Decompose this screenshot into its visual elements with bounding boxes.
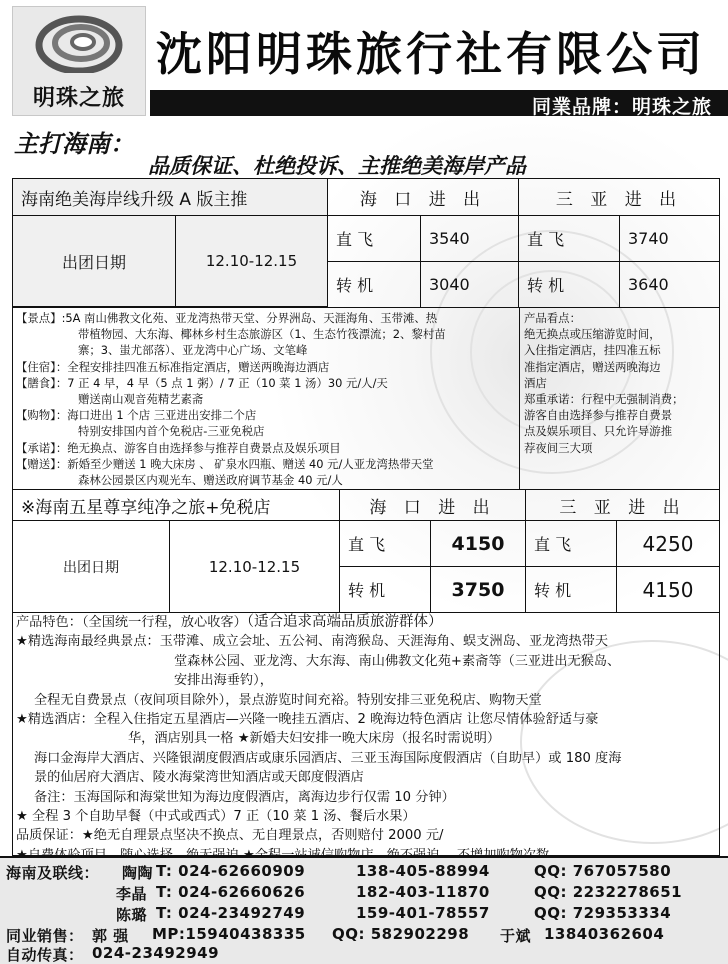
product2-sanya-direct-price: 4250 bbox=[616, 520, 720, 567]
feature-line: 产品看点： bbox=[524, 311, 581, 325]
fax-number: 024-23492949 bbox=[92, 944, 220, 962]
detail-line: 品质保证：★绝无自理景点坚决不换点、无自理景点，否则赔付 2000 元/ bbox=[16, 828, 444, 844]
detail-line: 寨；3、蚩尤部落）、亚龙湾中心广场、文笔峰 bbox=[78, 343, 308, 358]
product1-haikou-direct-label: 直 飞 bbox=[327, 215, 421, 262]
features-highlight: （适合追求高端品质旅游群体） bbox=[246, 614, 443, 630]
company-name: 沈阳明珠旅行社有限公司 bbox=[156, 27, 706, 81]
contact-mobile: 159-401-78557 bbox=[356, 904, 490, 922]
feature-line: 绝无换点或压缩游览时间， bbox=[524, 327, 661, 342]
feature-line: 荐夜间三大项 bbox=[524, 440, 593, 455]
product1-haikou-header: 海 口 进 出 bbox=[327, 178, 519, 216]
sales-qq: QQ: 582902298 bbox=[332, 925, 470, 943]
sales-row bbox=[6, 925, 728, 945]
detail-line: 华，酒店别具一格 ★新婚夫妇安排一晚大床房（报名时需说明） bbox=[128, 731, 501, 747]
contact-qq: QQ: 729353334 bbox=[534, 904, 672, 922]
product1-sanya-direct-price: 3740 bbox=[619, 215, 720, 262]
detail-line: 海口金海岸大酒店、兴隆银湖度假酒店或康乐园酒店、三亚玉海国际度假酒店（自助早）或 180 度海 bbox=[34, 750, 622, 766]
subheadline: 品质保证、杜绝投诉、主推绝美海岸产品 bbox=[148, 154, 526, 178]
detail-line: 【购物】：海口进出 1 个店 三亚进出安排二个店 bbox=[16, 408, 257, 423]
product2-details bbox=[16, 613, 621, 865]
feature-line: 游客自由选择参与推荐自费景 bbox=[524, 408, 673, 423]
contact-mobile: 138-405-88994 bbox=[356, 862, 490, 880]
detail-line: 【景点】:5A 南山佛教文化苑、亚龙湾热带天堂、分界洲岛、天涯海角、玉带滩、热 bbox=[16, 311, 438, 325]
feature-line: 入住指定酒店，挂四准五标 bbox=[524, 343, 661, 358]
product1-sanya-direct-label: 直 飞 bbox=[518, 215, 620, 262]
contact-name: 陈璐 bbox=[116, 906, 148, 924]
product2-date-label: 出团日期 bbox=[12, 520, 170, 613]
contact-tel: T: 024-62660909 bbox=[156, 862, 306, 880]
detail-line: 备注：玉海国际和海棠世知为海边度假酒店，离海边步行仅需 10 分钟） bbox=[34, 789, 455, 805]
product2-sanya-direct-label: 直 飞 bbox=[525, 520, 617, 567]
feature-line: 郑重承诺：行程中无强制消费； bbox=[524, 392, 684, 407]
detail-line: 【膳食】：7 正 4 早，4 早（5 点 1 粥）/ 7 正（10 菜 1 汤）30 元/人/天 bbox=[16, 375, 388, 390]
sales2-name: 于斌 bbox=[500, 927, 532, 945]
logo-text: 明珠之旅 bbox=[32, 85, 125, 111]
sales2-mobile: 13840362604 bbox=[544, 925, 665, 943]
detail-line: 景的仙居府大酒店、陵水海棠湾世知酒店或天郎度假酒店 bbox=[34, 770, 364, 786]
product1-dates: 12.10-12.15 bbox=[175, 215, 328, 307]
feature-line: 酒店 bbox=[524, 375, 547, 390]
product2-haikou-transfer-label: 转 机 bbox=[339, 566, 431, 613]
product2-sanya-transfer-price: 4150 bbox=[616, 566, 720, 613]
product1-date-label: 出团日期 bbox=[12, 215, 176, 307]
logo bbox=[12, 6, 146, 116]
detail-line: 安排出海垂钓）， bbox=[174, 673, 273, 689]
features-lead: 产品特色：（全国统一行程，放心收客） bbox=[16, 615, 247, 630]
sales-name: 郭 强 bbox=[92, 927, 129, 945]
fax-row bbox=[6, 944, 728, 964]
product2-haikou-transfer-price: 3750 bbox=[430, 566, 526, 613]
detail-line: 森林公园景区内观光车、赠送政府调节基金 40 元/人 bbox=[78, 473, 343, 488]
detail-line: 特别安排国内首个免税店-三亚免税店 bbox=[78, 424, 265, 439]
contact-tel: T: 024-23492749 bbox=[156, 904, 306, 922]
product1-haikou-direct-price: 3540 bbox=[420, 215, 519, 262]
detail-line: 赠送南山观音苑精艺素斋 bbox=[78, 392, 204, 407]
detail-line: 堂森林公园、亚龙湾、大东海、南山佛教文化苑+素斋等（三亚进出无猴岛、 bbox=[174, 653, 621, 669]
contact-row bbox=[6, 904, 728, 926]
product1-sanya-transfer-price: 3640 bbox=[619, 261, 720, 308]
product2-dates: 12.10-12.15 bbox=[169, 520, 340, 613]
product1-features bbox=[524, 310, 683, 456]
headline: 主打海南： bbox=[14, 129, 134, 158]
product1-details bbox=[16, 310, 446, 488]
pearl-logo-icon bbox=[35, 13, 123, 73]
detail-line: 带植物园、大东海、椰林乡村生态旅游区（1、生态竹筏漂流；2、黎村苗 bbox=[78, 327, 446, 342]
contact-tel: T: 024-62660626 bbox=[156, 883, 306, 901]
product1-title: 海南绝美海岸线升级 A 版主推 bbox=[12, 178, 328, 216]
contact-qq: QQ: 767057580 bbox=[534, 862, 672, 880]
detail-line: 【住宿】：全程安排挂四准五标准指定酒店，赠送两晚海边酒店 bbox=[16, 359, 330, 374]
feature-line: 点及娱乐项目、只允许导游推 bbox=[524, 424, 673, 439]
product2-haikou-direct-label: 直 飞 bbox=[339, 520, 431, 567]
detail-line: 【承诺】：绝无换点、游客自由选择参与推荐自费景点及娱乐项目 bbox=[16, 440, 341, 455]
contact-qq: QQ: 2232278651 bbox=[534, 883, 683, 901]
contact-name: 陶陶 bbox=[122, 864, 154, 882]
contact-mobile: 182-403-11870 bbox=[356, 883, 490, 901]
product1-haikou-transfer-price: 3040 bbox=[420, 261, 519, 308]
contact-name: 李晶 bbox=[116, 885, 148, 903]
contact-row bbox=[6, 883, 728, 905]
feature-line: 准指定酒店，赠送两晚海边 bbox=[524, 359, 661, 374]
detail-line: ★ 全程 3 个自助早餐（中式或西式）7 正（10 菜 1 汤、餐后水果） bbox=[16, 809, 416, 825]
product2-haikou-header: 海 口 进 出 bbox=[339, 489, 526, 521]
detail-line: 【赠送】：新婚至少赠送 1 晚大床房 、 矿泉水四瓶、赠送 40 元/人亚龙湾热带天堂 bbox=[16, 456, 434, 471]
product1-sanya-header: 三 亚 进 出 bbox=[518, 178, 720, 216]
detail-line: ★精选海南最经典景点：玉带滩、成立会址、五公祠、南湾猴岛、天涯海角、蜈支洲岛、亚龙湾热带天 bbox=[16, 634, 609, 650]
contact-row bbox=[6, 862, 728, 884]
brand-bar bbox=[150, 90, 728, 116]
product1-haikou-transfer-label: 转 机 bbox=[327, 261, 421, 308]
product2-sanya-transfer-label: 转 机 bbox=[525, 566, 617, 613]
brand-line: 同業品牌：明珠之旅 bbox=[531, 96, 712, 118]
sales-label: 同业销售： bbox=[6, 927, 84, 945]
product2-title: ※海南五星尊享纯净之旅+免税店 bbox=[12, 489, 340, 521]
product2-haikou-direct-price: 4150 bbox=[430, 520, 526, 567]
product1-sanya-transfer-label: 转 机 bbox=[518, 261, 620, 308]
features-lead-line bbox=[16, 613, 621, 632]
detail-line: ★精选酒店：全程入住指定五星酒店—兴隆一晚挂五酒店、2 晚海边特色酒店 让您尽情体验舒适与豪 bbox=[16, 712, 599, 728]
detail-line: 全程无自费景点（夜间项目除外），景点游览时间充裕。特别安排三亚免税店、购物天堂 bbox=[34, 692, 542, 708]
product2-sanya-header: 三 亚 进 出 bbox=[525, 489, 720, 521]
fax-label: 自动传真： bbox=[6, 946, 84, 964]
sales-mobile: MP:15940438335 bbox=[152, 925, 306, 943]
hainan-label: 海南及联线： bbox=[6, 864, 100, 882]
